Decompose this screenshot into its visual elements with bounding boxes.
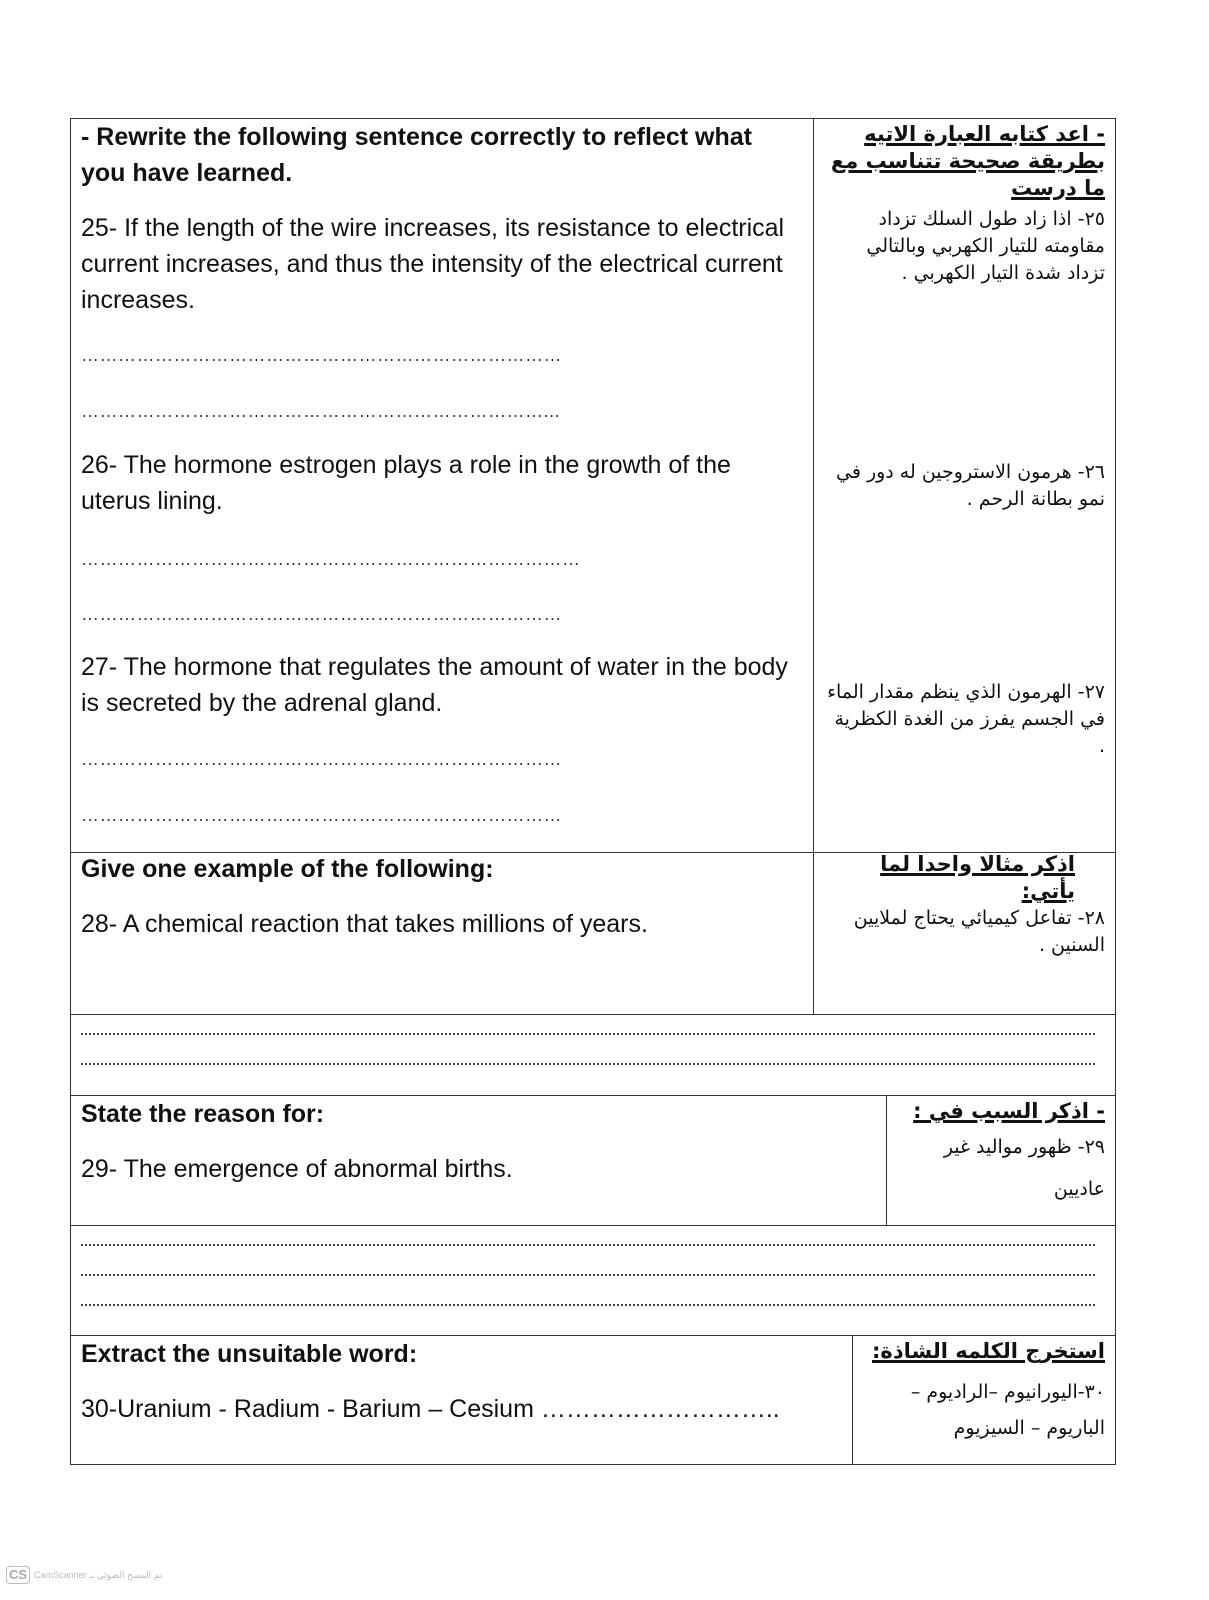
answer-line[interactable]: …………………………………………………………………… (81, 604, 562, 624)
answer-line[interactable] (81, 1242, 1095, 1246)
answer-blank[interactable]: ……………………….. (540, 1395, 780, 1423)
rewrite-english-column (71, 119, 814, 852)
reason-heading: State the reason for: (81, 1100, 325, 1128)
answer-line[interactable]: …………………………………………………………………… (81, 805, 562, 825)
odd-word-english-column (71, 1336, 853, 1464)
example-section (70, 851, 1116, 1015)
camscanner-watermark (6, 1566, 162, 1584)
question-28-arabic: ٢٨- تفاعل كيميائي يحتاج لملايين السنين . (853, 907, 1105, 956)
question-29: 29- The emergence of abnormal births. (81, 1155, 513, 1183)
reason-answer-area[interactable] (70, 1226, 1116, 1336)
question-25: 25- If the length of the wire increases, its resistance to electrical current increases, and thus the intensity of the electrical current increases. (81, 214, 785, 314)
odd-word-arabic-column (852, 1336, 1115, 1464)
question-30-arabic: ٣٠-اليورانيوم –الراديوم – الباريوم – السيزيوم (910, 1381, 1105, 1439)
question-26: 26- The hormone estrogen plays a role in the growth of the uterus lining. (81, 451, 731, 515)
rewrite-section (70, 118, 1116, 853)
example-heading: Give one example of the following: (81, 855, 494, 883)
answer-line[interactable]: …………………………………………………………………... (81, 401, 561, 421)
reason-arabic-column (886, 1096, 1115, 1225)
example-arabic-column (813, 851, 1115, 1014)
question-30 (81, 1391, 780, 1427)
question-30-text: 30-Uranium - Radium - Barium – Cesium (81, 1395, 534, 1423)
rewrite-heading-arabic: - اعد كتابه العبارة الاتيه بطريقة صحيحة تتناسب مع ما درست (830, 122, 1105, 200)
answer-line[interactable] (81, 1061, 1095, 1065)
answer-line[interactable]: ……………………………………………………………………… (81, 549, 581, 569)
example-heading-arabic: اذكر مثالا واحدا لما يأتي: (880, 852, 1075, 903)
camscanner-logo-icon: CS (6, 1566, 30, 1584)
question-28: 28- A chemical reaction that takes millions of years. (81, 910, 648, 938)
rewrite-heading: - Rewrite the following sentence correctly to reflect what you have learned. (81, 123, 752, 187)
question-27: 27- The hormone that regulates the amount of water in the body is secreted by the adrenal gland. (81, 653, 788, 717)
reason-english-column (71, 1096, 887, 1225)
reason-heading-arabic: - اذكر السبب في : (913, 1099, 1105, 1123)
watermark-text: CamScanner تم المسح الضوئي بـ (34, 1569, 163, 1580)
question-29-arabic: ٢٩- ظهور مواليد غير عاديين (943, 1136, 1105, 1200)
reason-section (70, 1096, 1116, 1226)
rewrite-arabic-column (813, 119, 1115, 852)
answer-line[interactable] (81, 1031, 1095, 1035)
question-26-arabic: ٢٦- هرمون الاستروجين له دور في نمو بطانة الرحم . (836, 461, 1105, 510)
example-english-column (71, 851, 814, 1014)
odd-word-section (70, 1336, 1116, 1465)
odd-word-heading: Extract the unsuitable word: (81, 1340, 418, 1368)
question-27-arabic: ٢٧- الهرمون الذي ينظم مقدار الماء في الجسم يفرز من الغدة الكظرية . (827, 681, 1105, 757)
answer-line[interactable] (81, 1272, 1095, 1276)
answer-line[interactable]: …………………………………………………………………… (81, 749, 562, 769)
answer-line[interactable] (81, 1302, 1095, 1306)
odd-word-heading-arabic: استخرج الكلمه الشاذة: (872, 1339, 1105, 1363)
example-answer-area[interactable] (70, 1015, 1116, 1096)
answer-line[interactable]: …………………………………………………………………… (81, 345, 562, 365)
question-25-arabic: ٢٥- اذا زاد طول السلك تزداد مقاومته للتيار الكهربي وبالتالي تزداد شدة التيار الكهربي . (866, 208, 1105, 284)
